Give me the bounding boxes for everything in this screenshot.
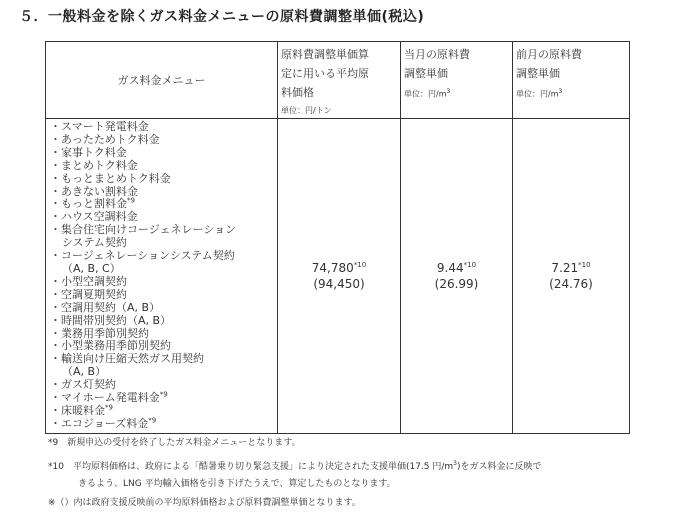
menu-list-item: ・床暖料金$^{*9}$ [50, 403, 113, 417]
menu-list-item: ・空調用契約（A, B） [50, 300, 161, 314]
footnote-parenthesis: ※（）内は政府支援反映前の平均原料価格および原料費調整単価となります。 [48, 498, 361, 508]
footnote-ref: *10 [463, 260, 477, 269]
header-line: 定に用いる平均原 [281, 67, 369, 80]
previous-rate-cell [513, 119, 630, 434]
header-line: 調整単価 [516, 67, 560, 80]
current-rate-cell [401, 119, 513, 434]
footnote-ref: *9 [105, 403, 113, 412]
menu-list-item: ・もっと割料金$^{*9}$ [50, 196, 135, 211]
avg-price-column-header [278, 42, 401, 119]
rate-table [45, 41, 630, 434]
menu-list-item: ・業務用季節別契約 [50, 326, 149, 340]
menu-list-item: ・あったためトク料金 [50, 132, 160, 146]
previous-rate-value: 7.21 [551, 260, 579, 275]
menu-list-item: ・家事トク料金 [50, 145, 127, 159]
menu-list-item: ・時間帯別契約（A, B） [50, 313, 172, 327]
menu-list-item: ・小型業務用季節別契約 [50, 339, 171, 353]
menu-list [50, 121, 277, 431]
previous-rate-column-header [513, 42, 630, 119]
menu-list-item: ・エコジョーズ料金$^{*9}$ [50, 416, 157, 430]
unit-label: 単位：円$/m^3$ [516, 88, 563, 99]
menu-list-item: ・空調夏期契約 [50, 287, 127, 301]
menu-column-header: ガス料金メニュー [46, 42, 278, 119]
menu-list-item: ・マイホーム発電料金$^{*9}$ [50, 390, 168, 405]
menu-list-item: ・コージェネレーションシステム契約 （A, B, C） [50, 249, 235, 275]
header-line: 前月の原料費 [516, 48, 582, 61]
header-line: 原料費調整単価算 [281, 48, 369, 61]
menu-list-item: ・まとめトク料金 [50, 158, 138, 172]
table-row [46, 119, 630, 434]
menu-list-item: ・ハウス空調料金 [50, 210, 138, 224]
avg-price-prior: (94,450) [313, 276, 365, 291]
current-rate-prior: (26.99) [434, 276, 479, 291]
menu-list-cell [46, 119, 278, 434]
footnote-ref: *10 [353, 260, 367, 269]
footnote-10: *10 平均原料価格は、政府による「酷暑乗り切り緊急支援」により決定された支援単価(17.5 円$/m^3$)をガス料金に反映で [48, 460, 542, 472]
footnote-9: *9 新規申込の受付を終了したガス料金メニューとなります。 [48, 438, 301, 448]
avg-price-cell [278, 119, 401, 434]
section-heading: ５．一般料金を除くガス料金メニューの原料費調整単価(税込) [19, 9, 425, 25]
unit-label: 単位：円/トン [281, 106, 332, 115]
header-line: 料価格 [281, 86, 314, 99]
header-line: 調整単価 [404, 67, 448, 80]
menu-list-item: ・集合住宅向けコージェネレーション システム契約 [50, 223, 237, 250]
menu-list-item: ・もっとまとめトク料金 [50, 171, 171, 185]
current-rate-column-header [401, 42, 513, 119]
menu-list-item: ・小型空調契約 [50, 274, 127, 288]
footnote-ref: *9 [159, 390, 168, 399]
previous-rate-prior: (24.76) [549, 276, 593, 291]
menu-list-item: ・スマート発電料金 [50, 120, 149, 133]
menu-list-item: ・ガス灯契約 [50, 378, 116, 392]
menu-list-item: ・輸送向け圧縮天然ガス用契約 （A, B） [50, 352, 204, 379]
footnote-ref: *9 [127, 196, 135, 205]
menu-list-item: ・あきない割料金 [50, 184, 138, 198]
header-line: 当月の原料費 [404, 48, 470, 61]
footnote-ref: *10 [578, 260, 591, 269]
footnote-10-continued: きるよう、LNG 平均輸入価格を引き下げたうえで、算定したものとなります。 [78, 479, 396, 489]
table-header-row [46, 42, 630, 119]
footnote-ref: *9 [148, 416, 157, 425]
current-rate-value: 9.44 [436, 260, 464, 275]
avg-price-value: 74,780 [311, 260, 354, 275]
unit-label: 単位：円$/m^3$ [404, 88, 451, 99]
